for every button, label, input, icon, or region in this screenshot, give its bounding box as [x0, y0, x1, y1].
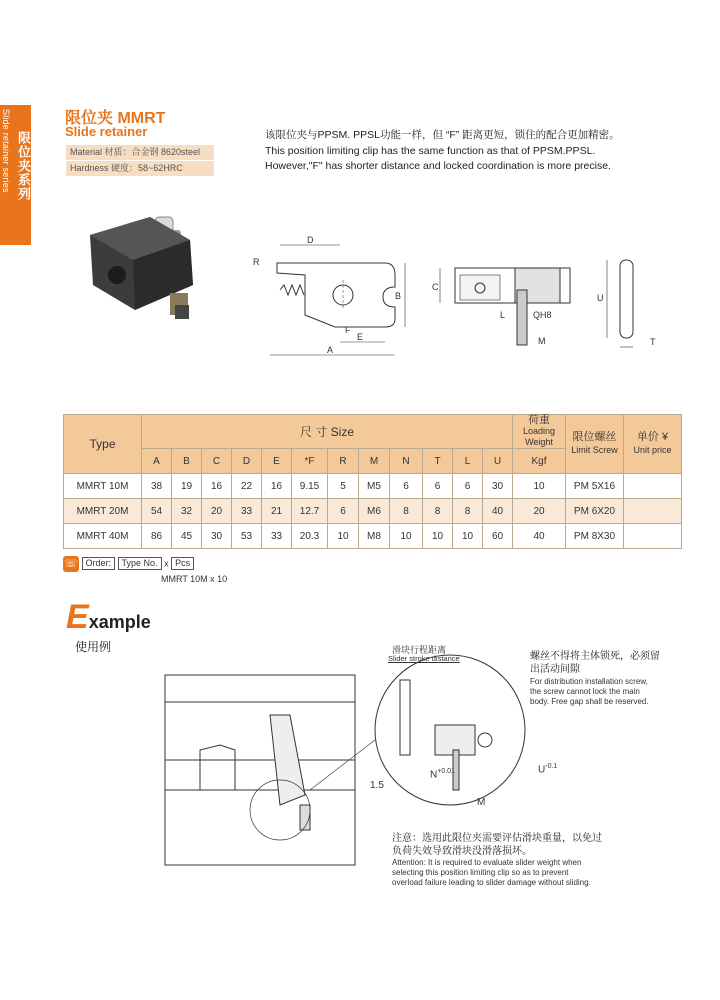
attention-en: Attention: It is required to evaluate slider weight when selecting this position limiting clip so as to prevent overload failure leading to slider damage without sliding. — [392, 858, 591, 887]
th-weight — [513, 415, 566, 449]
th-col-c: C — [202, 449, 232, 474]
order-x: x — [164, 558, 169, 569]
th-col-e: E — [262, 449, 292, 474]
th-col-b: B — [172, 449, 202, 474]
label-n-tol: +0.01 — [437, 768, 455, 775]
th-weight-unit: Kgf — [513, 449, 566, 474]
side-drawing — [430, 260, 580, 355]
page-title: 限位夹 MMRT — [65, 110, 166, 127]
cell: 6 — [423, 474, 453, 499]
th-col-u: U — [483, 449, 513, 474]
dim-c: C — [432, 282, 439, 292]
cell: 8 — [453, 499, 483, 524]
cell: 16 — [202, 474, 232, 499]
cell: 86 — [142, 524, 172, 549]
cell-type: MMRT 20M — [64, 499, 142, 524]
cell-screw: PM 6X20 — [566, 499, 624, 524]
description-cn: 该限位夹与PPSM. PPSL功能一样，但 “F” 距离更短，锁住的配合更加精密。 — [265, 129, 620, 141]
dim-m: M — [538, 336, 546, 346]
front-drawing — [245, 235, 415, 360]
th-col-f: *F — [292, 449, 328, 474]
dim-t: T — [650, 337, 656, 347]
cell: 20 — [202, 499, 232, 524]
order-label: Order: — [82, 557, 116, 570]
table-row — [64, 474, 682, 499]
table-row — [64, 499, 682, 524]
cell-weight: 20 — [513, 499, 566, 524]
cell: 60 — [483, 524, 513, 549]
th-col-n: N — [390, 449, 423, 474]
cell: 8 — [390, 499, 423, 524]
cell: 32 — [172, 499, 202, 524]
cell-price — [624, 499, 682, 524]
cell: 6 — [328, 499, 359, 524]
th-screw-cn: 限位螺丝 — [572, 431, 617, 443]
cell: 22 — [232, 474, 262, 499]
cell: 45 — [172, 524, 202, 549]
dim-u: U — [597, 293, 604, 303]
spec-table — [63, 414, 682, 549]
th-col-d: D — [232, 449, 262, 474]
description-en: This position limiting clip has the same function as that of PPSM.PPSL. However,"F" has shorter distance and locked coordination is more precise. — [265, 144, 611, 172]
cell: 20.3 — [292, 524, 328, 549]
cell: 6 — [453, 474, 483, 499]
th-col-a: A — [142, 449, 172, 474]
product-photo — [75, 205, 215, 335]
cell: 10 — [423, 524, 453, 549]
label-n-text: N — [430, 769, 438, 781]
order-type-box: Type No. — [118, 557, 162, 570]
dim-e: E — [357, 332, 364, 342]
cell: 6 — [390, 474, 423, 499]
spec-hardness: Hardness 硬度：58~62HRC — [66, 161, 214, 176]
label-m: M — [477, 797, 486, 808]
dim-b: B — [395, 291, 402, 301]
screw-note-cn: 螺丝不得将主体锁死，必须留出活动间隙 — [530, 651, 660, 675]
stroke-label-en: Slider stroke distance — [388, 654, 460, 663]
dim-a: A — [327, 345, 334, 355]
example-title-initial: E — [66, 598, 89, 636]
cell-weight: 40 — [513, 524, 566, 549]
dim-f: F — [345, 325, 351, 335]
cell: 38 — [142, 474, 172, 499]
pin-drawing — [595, 255, 665, 355]
table-row — [64, 524, 682, 549]
th-col-t: T — [423, 449, 453, 474]
spec-material: Material 材质：合金钢 8620steel — [66, 145, 214, 160]
order-example: MMRT 10M x 10 — [161, 574, 228, 584]
dim-qh8: QH8 — [533, 310, 552, 320]
cell: 10 — [390, 524, 423, 549]
th-price — [624, 415, 682, 474]
example-title — [66, 598, 151, 637]
cell: 9.15 — [292, 474, 328, 499]
page-subtitle: Slide retainer — [65, 124, 148, 139]
cell: 21 — [262, 499, 292, 524]
cell: 10 — [453, 524, 483, 549]
cell: 54 — [142, 499, 172, 524]
dim-d: D — [307, 235, 314, 245]
dim-l: L — [500, 310, 506, 320]
phone-icon: ☏ — [64, 558, 78, 570]
th-price-en: Unit price — [633, 445, 672, 455]
cell: 33 — [232, 499, 262, 524]
th-type: Type — [64, 415, 142, 474]
label-u-text: U — [538, 764, 546, 776]
description — [265, 128, 625, 175]
th-screw — [566, 415, 624, 474]
side-tab-cn: 限位夹系列 — [16, 131, 31, 201]
example-title-rest: xample — [88, 612, 151, 632]
cell: 19 — [172, 474, 202, 499]
cell: 8 — [423, 499, 453, 524]
order-info — [63, 556, 227, 584]
cell: 30 — [202, 524, 232, 549]
cell: 12.7 — [292, 499, 328, 524]
cell: 10 — [328, 524, 359, 549]
label-u — [538, 763, 557, 775]
th-weight-cn: 荷重 — [528, 414, 550, 426]
cell-weight: 10 — [513, 474, 566, 499]
cell: 5 — [328, 474, 359, 499]
cell: M5 — [359, 474, 390, 499]
th-weight-en: Loading Weight — [522, 426, 556, 447]
side-tab-en: Slide retainer series — [1, 109, 11, 193]
th-screw-en: Limit Screw — [571, 445, 618, 455]
cell: 30 — [483, 474, 513, 499]
side-tab — [0, 105, 31, 245]
stroke-label-cn: 滑块行程距离 — [392, 645, 447, 655]
cell: 53 — [232, 524, 262, 549]
cell: 33 — [262, 524, 292, 549]
th-col-m: M — [359, 449, 390, 474]
dim-r: R — [253, 257, 260, 267]
cell: 16 — [262, 474, 292, 499]
th-price-cn: 单价 ¥ — [636, 431, 669, 443]
order-pcs-box: Pcs — [171, 557, 194, 570]
cell: 40 — [483, 499, 513, 524]
label-n — [430, 768, 455, 780]
example-subtitle: 使用例 — [75, 640, 112, 654]
cell-type: MMRT 10M — [64, 474, 142, 499]
cell: M6 — [359, 499, 390, 524]
cell-screw: PM 8X30 — [566, 524, 624, 549]
th-col-r: R — [328, 449, 359, 474]
screw-note-en: For distribution installation screw, the screw cannot lock the main body. Free gap shall be reserved. — [530, 677, 649, 706]
th-size: 尺 寸 Size — [142, 415, 513, 449]
cell-type: MMRT 40M — [64, 524, 142, 549]
th-col-l: L — [453, 449, 483, 474]
label-u-tol: -0.1 — [545, 763, 558, 770]
cell-screw: PM 5X16 — [566, 474, 624, 499]
cell-price — [624, 474, 682, 499]
label-15: 1.5 — [370, 780, 384, 791]
cell-price — [624, 524, 682, 549]
attention-cn: 注意：选用此限位夹需要评估滑块重量，以免过负荷失效导致滑块没滑落损坏。 — [392, 833, 602, 857]
cell: M8 — [359, 524, 390, 549]
